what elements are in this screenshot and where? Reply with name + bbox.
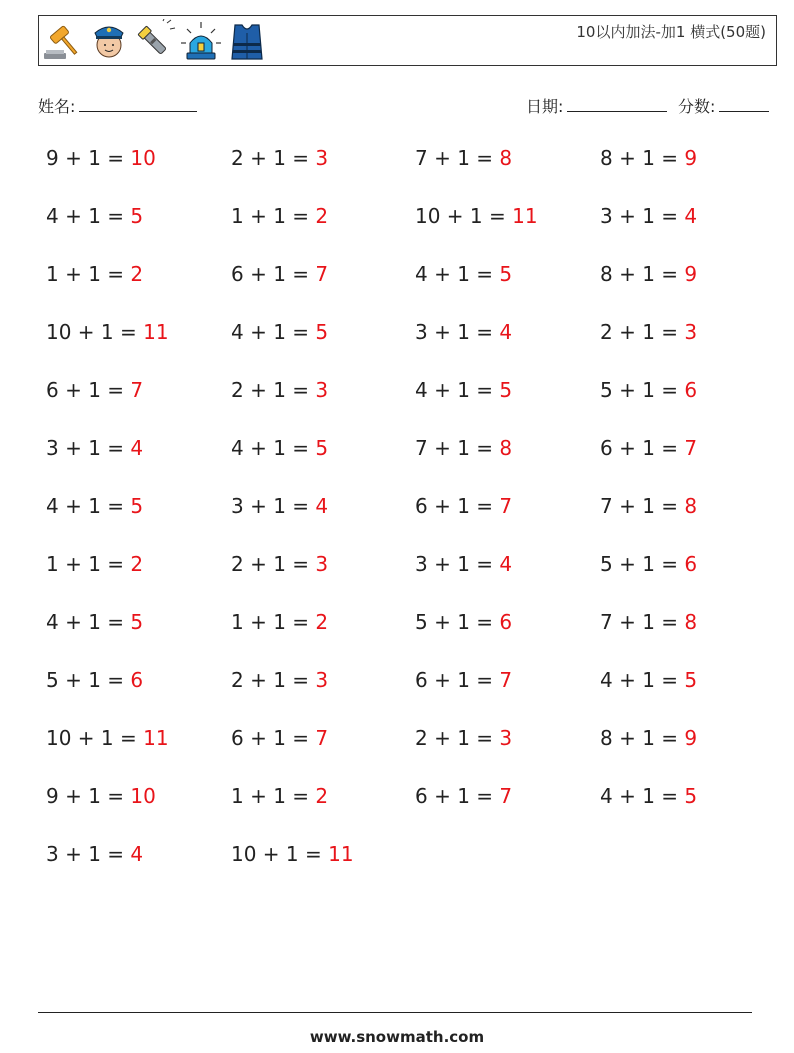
problem-grid	[46, 146, 786, 866]
problem-question: 3 + 1 =	[600, 204, 685, 228]
problem-answer: 5	[315, 320, 329, 344]
problem-item	[415, 262, 512, 286]
problem-answer: 3	[684, 320, 698, 344]
problem-question: 2 + 1 =	[600, 320, 685, 344]
problem-item	[46, 436, 143, 460]
problem-answer: 10	[130, 146, 156, 170]
problem-item	[231, 494, 328, 518]
problem-item	[600, 204, 697, 228]
problem-answer: 11	[143, 320, 169, 344]
problem-item	[415, 146, 512, 170]
problem-answer: 3	[315, 146, 329, 170]
problem-question: 10 + 1 =	[46, 320, 144, 344]
name-blank-line[interactable]	[79, 97, 197, 112]
problem-question: 8 + 1 =	[600, 146, 685, 170]
problem-item	[46, 378, 143, 402]
problem-question: 5 + 1 =	[600, 378, 685, 402]
problem-question: 2 + 1 =	[415, 726, 500, 750]
problem-answer: 7	[315, 726, 329, 750]
problem-item	[600, 552, 697, 576]
problem-question: 7 + 1 =	[415, 146, 500, 170]
problem-question: 8 + 1 =	[600, 262, 685, 286]
problem-item	[231, 320, 328, 344]
police-officer-icon	[87, 19, 131, 63]
problem-question: 9 + 1 =	[46, 146, 131, 170]
problem-question: 3 + 1 =	[46, 436, 131, 460]
problem-item	[231, 204, 328, 228]
problem-question: 5 + 1 =	[415, 610, 500, 634]
problem-question: 1 + 1 =	[46, 262, 131, 286]
problem-item	[231, 146, 328, 170]
problem-answer: 5	[499, 378, 513, 402]
problem-answer: 5	[684, 668, 698, 692]
problem-question: 2 + 1 =	[231, 668, 316, 692]
problem-item	[46, 262, 143, 286]
date-field	[526, 94, 667, 117]
problem-question: 1 + 1 =	[231, 204, 316, 228]
problem-question: 5 + 1 =	[46, 668, 131, 692]
problem-question: 4 + 1 =	[600, 784, 685, 808]
problem-answer: 5	[130, 494, 144, 518]
problem-answer: 7	[499, 784, 513, 808]
problem-item	[46, 320, 169, 344]
problem-answer: 7	[684, 436, 698, 460]
siren-icon	[179, 19, 223, 63]
problem-answer: 6	[684, 552, 698, 576]
problem-question: 4 + 1 =	[46, 204, 131, 228]
problem-question: 3 + 1 =	[415, 320, 500, 344]
problem-item	[600, 146, 697, 170]
problem-answer: 7	[499, 668, 513, 692]
problem-answer: 2	[315, 204, 329, 228]
problem-answer: 5	[130, 204, 144, 228]
problem-question: 7 + 1 =	[600, 494, 685, 518]
problem-question: 3 + 1 =	[46, 842, 131, 866]
problem-item	[415, 436, 512, 460]
problem-answer: 4	[315, 494, 329, 518]
problem-answer: 7	[499, 494, 513, 518]
problem-item	[600, 262, 697, 286]
problem-item	[415, 378, 512, 402]
problem-item	[600, 494, 697, 518]
police-vest-icon	[225, 19, 269, 63]
problem-item	[415, 784, 512, 808]
problem-answer: 5	[315, 436, 329, 460]
problem-item	[231, 726, 328, 750]
problem-question: 10 + 1 =	[231, 842, 329, 866]
problem-answer: 8	[684, 610, 698, 634]
problem-question: 10 + 1 =	[46, 726, 144, 750]
problem-answer: 8	[684, 494, 698, 518]
problem-item	[415, 494, 512, 518]
problem-answer: 8	[499, 436, 513, 460]
problem-answer: 4	[684, 204, 698, 228]
problem-item	[415, 726, 512, 750]
problem-answer: 3	[315, 552, 329, 576]
problem-question: 6 + 1 =	[46, 378, 131, 402]
problem-item	[600, 436, 697, 460]
problem-answer: 11	[512, 204, 538, 228]
problem-question: 5 + 1 =	[600, 552, 685, 576]
problem-answer: 10	[130, 784, 156, 808]
problem-item	[415, 552, 512, 576]
problem-item	[231, 552, 328, 576]
problem-item	[600, 668, 697, 692]
problem-answer: 4	[499, 552, 513, 576]
problem-question: 4 + 1 =	[231, 320, 316, 344]
problem-question: 4 + 1 =	[415, 262, 500, 286]
problem-question: 3 + 1 =	[231, 494, 316, 518]
problem-question: 6 + 1 =	[415, 784, 500, 808]
problem-answer: 11	[143, 726, 169, 750]
problem-item	[600, 378, 697, 402]
problem-answer: 2	[130, 552, 144, 576]
problem-answer: 9	[684, 262, 698, 286]
problem-question: 7 + 1 =	[600, 610, 685, 634]
problem-answer: 3	[499, 726, 513, 750]
problem-item	[46, 784, 156, 808]
problem-answer: 4	[130, 842, 144, 866]
problem-item	[415, 204, 538, 228]
problem-question: 1 + 1 =	[46, 552, 131, 576]
problem-item	[46, 494, 143, 518]
problem-item	[415, 610, 512, 634]
problem-answer: 4	[130, 436, 144, 460]
footer-url: www.snowmath.com	[309, 1028, 485, 1046]
name-field	[38, 94, 197, 117]
problem-item	[46, 552, 143, 576]
problem-question: 9 + 1 =	[46, 784, 131, 808]
problem-answer: 5	[684, 784, 698, 808]
problem-question: 6 + 1 =	[600, 436, 685, 460]
problem-item	[600, 320, 697, 344]
problem-answer: 6	[684, 378, 698, 402]
problem-item	[231, 610, 328, 634]
problem-answer: 5	[130, 610, 144, 634]
score-field	[678, 94, 769, 117]
problem-answer: 7	[130, 378, 144, 402]
problem-question: 4 + 1 =	[600, 668, 685, 692]
problem-item	[600, 726, 697, 750]
problem-question: 3 + 1 =	[415, 552, 500, 576]
problem-question: 2 + 1 =	[231, 146, 316, 170]
problem-item	[46, 726, 169, 750]
name-label: 姓名:	[38, 97, 76, 116]
problem-question: 2 + 1 =	[231, 378, 316, 402]
flashlight-icon	[133, 19, 177, 63]
header-box	[38, 15, 777, 66]
problem-answer: 2	[130, 262, 144, 286]
date-label: 日期:	[526, 97, 564, 116]
problem-item	[600, 610, 697, 634]
problem-answer: 2	[315, 784, 329, 808]
problem-answer: 6	[499, 610, 513, 634]
problem-item	[46, 204, 143, 228]
problem-question: 6 + 1 =	[415, 494, 500, 518]
problem-answer: 3	[315, 668, 329, 692]
problem-answer: 5	[499, 262, 513, 286]
problem-item	[231, 436, 328, 460]
problem-question: 4 + 1 =	[415, 378, 500, 402]
problem-question: 4 + 1 =	[231, 436, 316, 460]
problem-answer: 6	[130, 668, 144, 692]
worksheet-title: 10以内加法-加1 横式(50题)	[576, 23, 766, 41]
gavel-icon	[41, 19, 85, 63]
score-blank-line[interactable]	[719, 97, 769, 112]
problem-question: 2 + 1 =	[231, 552, 316, 576]
score-label: 分数:	[678, 97, 716, 116]
problem-answer: 9	[684, 146, 698, 170]
header-icons	[41, 18, 269, 64]
problem-answer: 4	[499, 320, 513, 344]
problem-answer: 11	[328, 842, 354, 866]
problem-item	[46, 668, 143, 692]
problem-item	[415, 668, 512, 692]
problem-item	[46, 842, 143, 866]
problem-question: 10 + 1 =	[415, 204, 513, 228]
problem-question: 1 + 1 =	[231, 610, 316, 634]
problem-question: 4 + 1 =	[46, 610, 131, 634]
problem-item	[231, 842, 354, 866]
problem-answer: 3	[315, 378, 329, 402]
problem-question: 8 + 1 =	[600, 726, 685, 750]
problem-question: 6 + 1 =	[415, 668, 500, 692]
date-blank-line[interactable]	[567, 97, 667, 112]
problem-question: 7 + 1 =	[415, 436, 500, 460]
problem-answer: 8	[499, 146, 513, 170]
problem-answer: 7	[315, 262, 329, 286]
problem-item	[231, 262, 328, 286]
problem-question: 4 + 1 =	[46, 494, 131, 518]
footer-divider	[38, 1012, 752, 1013]
problem-answer: 2	[315, 610, 329, 634]
problem-answer: 9	[684, 726, 698, 750]
problem-item	[231, 784, 328, 808]
problem-item	[231, 668, 328, 692]
problem-item	[415, 320, 512, 344]
problem-item	[46, 610, 143, 634]
problem-question: 6 + 1 =	[231, 726, 316, 750]
problem-item	[600, 784, 697, 808]
problem-question: 1 + 1 =	[231, 784, 316, 808]
problem-item	[231, 378, 328, 402]
problem-item	[46, 146, 156, 170]
problem-question: 6 + 1 =	[231, 262, 316, 286]
